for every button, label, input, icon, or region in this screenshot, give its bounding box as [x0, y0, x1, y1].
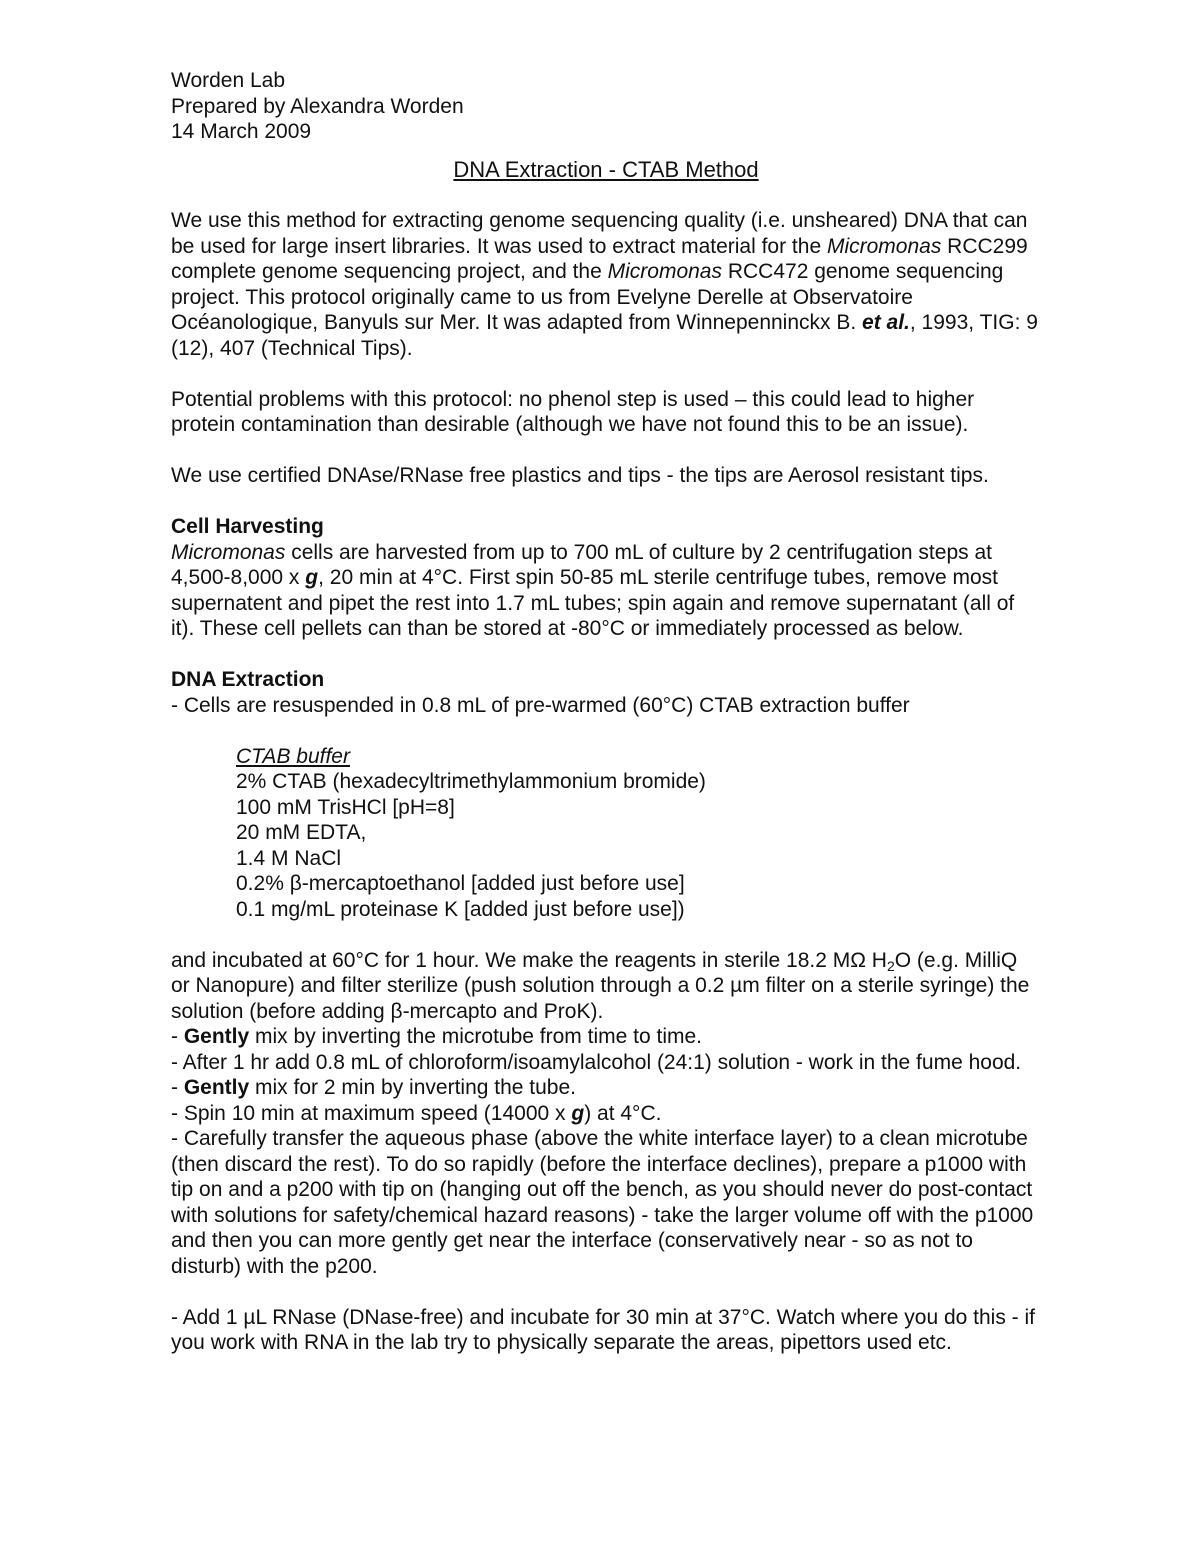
step-chloroform: - After 1 hr add 0.8 mL of chloroform/isoamylalcohol (24:1) solution - work in the fume hood. [171, 1050, 1022, 1074]
buffer-item: 0.1 mg/mL proteinase K [added just before use]) [236, 897, 685, 921]
buffer-item: 2% CTAB (hexadecyltrimethylammonium bromide) [236, 770, 706, 793]
lab-name: Worden Lab [171, 69, 286, 92]
intro-text-1: We use this method for extracting genome sequencing quality (i.e. unsheared) DNA that can be used for large insert libraries. It was used to extract material for the [171, 209, 1028, 258]
dna-extraction-heading: DNA Extraction [171, 668, 325, 691]
gently-bold: Gently [183, 1076, 250, 1099]
document-page [171, 68, 1041, 1356]
incubation-paragraph [171, 948, 1041, 1025]
step-text: mix by inverting the microtube from time to time. [249, 1025, 702, 1048]
g-force: g [305, 566, 319, 589]
step-gently-mix-1 [171, 1024, 1041, 1050]
ctab-buffer-title: CTAB buffer [236, 744, 350, 768]
cell-harvesting-heading: Cell Harvesting [171, 515, 324, 538]
intro-text-2: RCC299 complete genome sequencing project, and the [171, 234, 1028, 283]
step-transfer: - Carefully transfer the aqueous phase (above the white interface layer) to a clean microtube (then discard the rest). To do so rapidly (before the interface declines), prepare a p1000 with tip on and a p200 with tip on (hanging out off the bench, as you should never do post-contact with solutions for safety/chemical hazard reasons) - take the larger volume off with the p1000 and then you can more gently get near the interface (conservatively near - so as not to disturb) with the p200. [171, 1127, 1034, 1278]
genus-name: Micromonas [171, 540, 286, 564]
harvest-text-2: , 20 min at 4°C. First spin 50-85 mL sterile centrifuge tubes, remove most supernatent and pipet the rest into 1.7 mL tubes; spin again and remove supernatant (all of it). These cell pellets can than be stored at -80°C or immediately processed as below. [171, 566, 1015, 640]
intro-text-4: , 1993, TIG: 9 (12), 407 (Technical Tips). [171, 311, 1038, 360]
step-text: mix for 2 min by inverting the tube. [249, 1076, 576, 1099]
document-date: 14 March 2009 [171, 120, 312, 143]
incubate-text-2: O (e.g. MilliQ or Nanopure) and filter sterilize (push solution through a 0.2 µm filter on a sterile syringe) the solution (before adding β-mercapto and ProK). [171, 948, 1030, 1023]
g-force: g [571, 1101, 585, 1125]
genus-name: Micromonas [607, 260, 722, 283]
step-resuspend: - Cells are resuspended in 0.8 mL of pre-warmed (60°C) CTAB extraction buffer [171, 693, 910, 717]
buffer-item: 20 mM EDTA, [236, 821, 367, 844]
step-spin [171, 1101, 1041, 1127]
step-rnase: - Add 1 µL RNase (DNase-free) and incubate for 30 min at 37°C. Watch where you do this - if you work with RNA in the lab try to physically separate the areas, pipettors used etc. [171, 1305, 1036, 1354]
spin-text-1: - Spin 10 min at maximum speed (14000 x [171, 1101, 572, 1125]
harvest-paragraph [171, 540, 1041, 642]
gently-bold: Gently [183, 1025, 250, 1048]
subscript-2: 2 [886, 957, 895, 974]
dash: - [171, 1076, 184, 1099]
genus-name: Micromonas [826, 234, 942, 258]
intro-text-3: RCC472 genome sequencing project. This protocol originally came to us from Evelyne Derelle at Observatoire Océanologique, Banyuls sur Mer. It was adapted from Winnepenninckx B. [171, 260, 1004, 334]
document-title: DNA Extraction - CTAB Method [453, 156, 759, 182]
buffer-item: 0.2% β-mercaptoethanol [added just before use] [236, 872, 685, 895]
prepared-by: Prepared by Alexandra Worden [171, 94, 464, 118]
buffer-item: 1.4 M NaCl [236, 846, 342, 870]
spin-text-2: ) at 4°C. [584, 1101, 662, 1125]
et-al: et al. [862, 311, 910, 334]
step-gently-mix-2 [171, 1075, 1041, 1101]
ctab-buffer-block [171, 744, 1041, 923]
intro-paragraph [171, 208, 1041, 361]
problems-paragraph: Potential problems with this protocol: no phenol step is used – this could lead to higher protein contamination than desirable (although we have not found this to be an issue). [171, 387, 975, 436]
incubate-text-1: and incubated at 60°C for 1 hour. We make the reagents in sterile 18.2 MΩ H [171, 948, 887, 972]
dash: - [171, 1025, 184, 1048]
harvest-text-1: cells are harvested from up to 700 mL of culture by 2 centrifugation steps at 4,500-8,000 x [171, 540, 992, 589]
plastics-paragraph: We use certified DNAse/RNase free plastics and tips - the tips are Aerosol resistant tips. [171, 464, 989, 487]
buffer-item: 100 mM TrisHCl [pH=8] [236, 795, 455, 819]
